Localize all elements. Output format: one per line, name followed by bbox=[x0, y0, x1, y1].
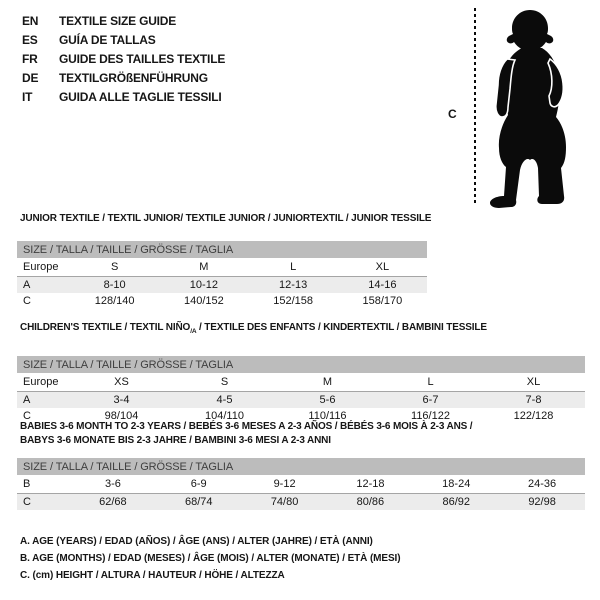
row-label: Europe bbox=[23, 261, 59, 273]
table-title-part: BABYS 3-6 MONATE BIS 2-3 JAHRE / BAMBINI 3-6 MESI A 2-3 ANNI bbox=[20, 435, 331, 446]
junior-table-title bbox=[17, 212, 432, 226]
language-guide-title: GUÍA DE TALLAS bbox=[59, 33, 156, 48]
row-label: A bbox=[23, 394, 31, 406]
table-cell: 74/80 bbox=[270, 496, 299, 508]
row-label: Europe bbox=[23, 376, 59, 388]
toddler-silhouette bbox=[482, 7, 582, 209]
table-cell: L bbox=[427, 376, 434, 388]
table-title-part: CHILDREN'S TEXTILE / TEXTIL NIÑO bbox=[20, 322, 191, 333]
table-cell: 158/170 bbox=[362, 295, 403, 307]
table-cell: 86/92 bbox=[442, 496, 470, 508]
table-cell: 152/158 bbox=[273, 295, 313, 307]
language-guide-title: TEXTILE SIZE GUIDE bbox=[59, 14, 177, 29]
table-cell: 80/86 bbox=[356, 496, 385, 508]
table-row bbox=[17, 258, 427, 277]
table-cell: S bbox=[220, 376, 229, 388]
legend-line: C. (cm) HEIGHT / ALTURA / HAUTEUR / HÖHE / ALTEZZA bbox=[20, 570, 285, 581]
row-label: A bbox=[23, 279, 31, 291]
table-cell: 62/68 bbox=[99, 496, 127, 508]
table-cell: L bbox=[290, 261, 297, 273]
table-cell: XS bbox=[114, 376, 129, 388]
table-cell: 6-7 bbox=[422, 394, 439, 406]
children-textile-section bbox=[17, 321, 585, 424]
table-cell: M bbox=[322, 376, 333, 388]
table-cell: 3-6 bbox=[104, 478, 121, 490]
height-measure-dashed-line bbox=[474, 8, 476, 206]
toddler-silhouette-shapes bbox=[490, 10, 566, 208]
table-title-part: / TEXTILE DES ENFANTS / KINDERTEXTIL / BAMBINI TESSILE bbox=[196, 322, 487, 333]
children-size-table bbox=[17, 356, 585, 424]
height-measure-label: C bbox=[448, 107, 457, 121]
table-row bbox=[17, 293, 427, 309]
table-cell: 4-5 bbox=[216, 394, 233, 406]
table-row bbox=[17, 392, 585, 408]
language-row bbox=[22, 87, 225, 106]
row-label: C bbox=[23, 496, 31, 508]
size-header-bar: SIZE / TALLA / TAILLE / GRÖSSE / TAGLIA bbox=[17, 241, 427, 258]
junior-textile-section bbox=[17, 212, 432, 309]
language-guide-title: GUIDA ALLE TAGLIE TESSILI bbox=[59, 89, 222, 104]
row-label: C bbox=[23, 295, 31, 307]
table-cell: 8-10 bbox=[103, 279, 126, 291]
row-label: C bbox=[23, 410, 31, 422]
language-guide-title: TEXTILGRÖßENFÜHRUNG bbox=[59, 70, 208, 85]
children-table-title bbox=[17, 321, 585, 339]
table-cell: 92/98 bbox=[528, 496, 556, 508]
table-cell: 110/116 bbox=[308, 410, 347, 422]
table-cell: 68/74 bbox=[184, 496, 213, 508]
babies-size-table bbox=[17, 458, 585, 510]
language-row bbox=[22, 50, 225, 69]
table-cell: 128/140 bbox=[94, 295, 135, 307]
size-header-bar: SIZE / TALLA / TAILLE / GRÖSSE / TAGLIA bbox=[17, 458, 585, 475]
table-cell: 5-6 bbox=[319, 394, 336, 406]
table-cell: 24-36 bbox=[528, 478, 557, 490]
table-title-part: BABIES 3-6 MONTH TO 2-3 YEARS / BEBÉS 3-6 MESES A 2-3 AÑOS / BÉBÉS 3-6 MOIS À 2-3 ANS / bbox=[20, 421, 473, 432]
table-row bbox=[17, 475, 585, 494]
language-row bbox=[22, 12, 225, 31]
table-cell: XL bbox=[375, 261, 390, 273]
size-header-bar: SIZE / TALLA / TAILLE / GRÖSSE / TAGLIA bbox=[17, 356, 585, 373]
table-cell: 18-24 bbox=[442, 478, 471, 490]
table-cell: 116/122 bbox=[411, 410, 450, 422]
language-guide-title: GUIDE DES TAILLES TEXTILE bbox=[59, 51, 226, 66]
measurement-legend bbox=[20, 533, 400, 584]
table-cell: 3-4 bbox=[113, 394, 130, 406]
language-list bbox=[22, 12, 225, 106]
table-title-part: JUNIOR TEXTILE / TEXTIL JUNIOR/ TEXTILE JUNIOR / JUNIORTEXTIL / JUNIOR TESSILE bbox=[20, 213, 432, 224]
table-cell: S bbox=[110, 261, 119, 273]
language-code: EN bbox=[22, 14, 39, 29]
language-row bbox=[22, 68, 225, 87]
language-code: FR bbox=[22, 51, 38, 66]
table-cell: 140/152 bbox=[183, 295, 224, 307]
table-cell: 7-8 bbox=[525, 394, 542, 406]
table-cell: 12-13 bbox=[279, 279, 308, 291]
language-row bbox=[22, 31, 225, 50]
table-cell: 10-12 bbox=[189, 279, 218, 291]
babies-table-title bbox=[17, 420, 585, 448]
legend-line: A. AGE (YEARS) / EDAD (AÑOS) / ÂGE (ANS) / ALTER (JAHRE) / ETÀ (ANNI) bbox=[20, 536, 373, 547]
babies-textile-section bbox=[17, 420, 585, 510]
language-code: IT bbox=[22, 89, 33, 104]
language-code: ES bbox=[22, 33, 38, 48]
table-cell: M bbox=[199, 261, 209, 273]
row-label: B bbox=[23, 478, 31, 490]
table-cell: 9-12 bbox=[273, 478, 296, 490]
table-cell: 104/110 bbox=[205, 410, 244, 422]
table-title-part: /A bbox=[190, 328, 197, 335]
table-cell: 6-9 bbox=[190, 478, 207, 490]
table-cell: 98/104 bbox=[104, 410, 139, 422]
table-row bbox=[17, 373, 585, 392]
table-cell: 122/128 bbox=[513, 410, 554, 422]
table-row bbox=[17, 494, 585, 510]
junior-size-table bbox=[17, 241, 427, 309]
table-cell: 14-16 bbox=[368, 279, 397, 291]
legend-line: B. AGE (MONTHS) / EDAD (MESES) / ÂGE (MOIS) / ALTER (MONATE) / ETÀ (MESI) bbox=[20, 553, 401, 564]
table-cell: 12-18 bbox=[356, 478, 385, 490]
table-row bbox=[17, 277, 427, 293]
language-code: DE bbox=[22, 70, 39, 85]
table-cell: XL bbox=[526, 376, 541, 388]
